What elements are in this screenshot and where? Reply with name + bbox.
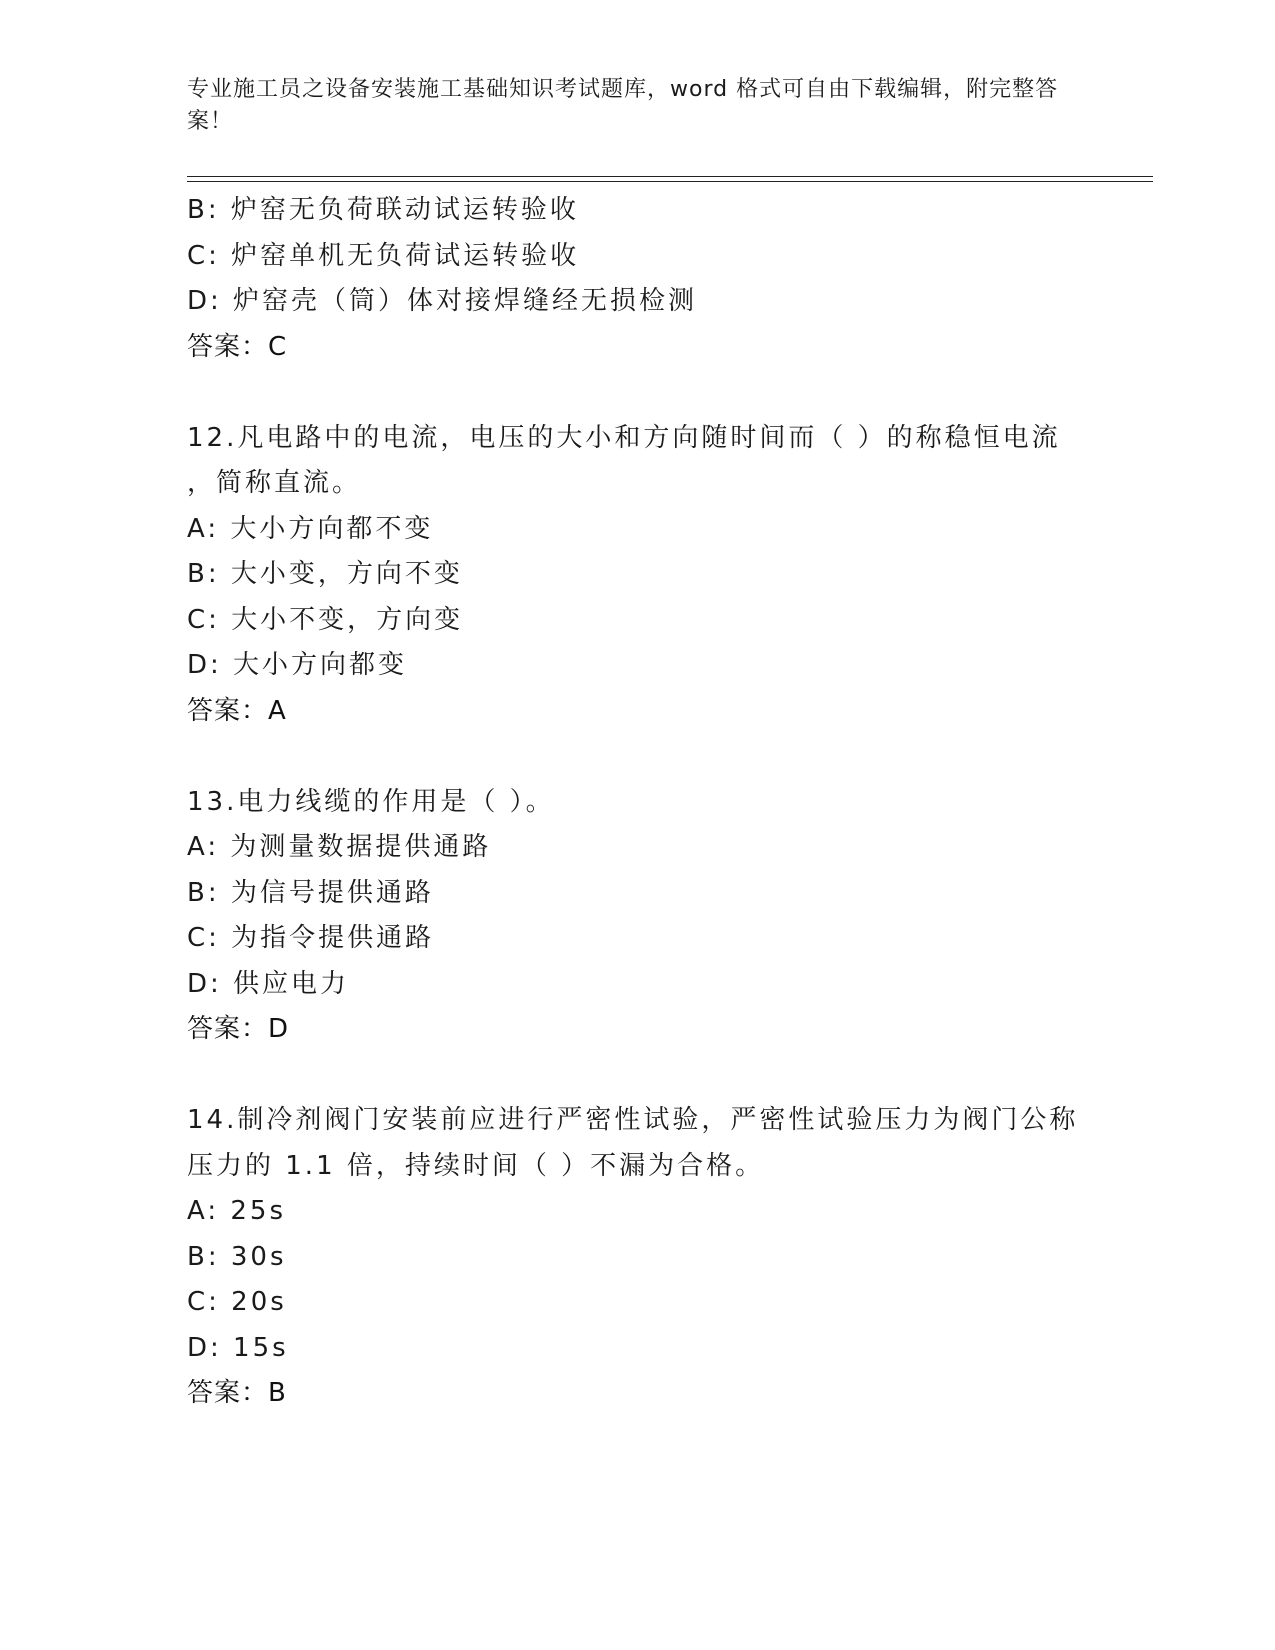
header-text: 专业施工员之设备安装施工基础知识考试题库，word 格式可自由下载编辑，附完整答案！	[187, 77, 1059, 134]
option-d: D: 大小方向都变	[187, 650, 408, 680]
question-12	[187, 416, 1087, 735]
option-d: D: 15s	[187, 1332, 289, 1363]
answer: 答案：A	[187, 695, 287, 726]
question-stem: 12.凡电路中的电流，电压的大小和方向随时间而（ ）的称稳恒电流	[187, 422, 1061, 453]
option-d: D: 炉窑壳（筒）体对接焊缝经无损检测	[187, 286, 698, 316]
answer: 答案：B	[187, 1378, 287, 1408]
spacer	[187, 1053, 1087, 1099]
option-c: C: 炉窑单机无负荷试运转验收	[187, 240, 580, 271]
question-list	[187, 188, 1087, 1417]
answer: 答案：C	[187, 331, 288, 362]
option-a: A: 为测量数据提供通路	[187, 832, 492, 862]
question-14	[187, 1098, 1087, 1417]
option-b: B: 为信号提供通路	[187, 877, 434, 908]
question-stem-continued: ，简称直流。	[187, 468, 362, 498]
option-b: B: 30s	[187, 1241, 287, 1272]
header-divider-top	[187, 176, 1153, 177]
question-stem: 13.电力线缆的作用是（ ）。	[187, 786, 555, 817]
question-stem-continued: 压力的 1.1 倍，持续时间（ ）不漏为合格。	[187, 1150, 765, 1181]
option-c: C: 大小不变，方向变	[187, 604, 464, 635]
spacer	[187, 734, 1087, 780]
answer: 答案：D	[187, 1014, 290, 1044]
question-stem: 14.制冷剂阀门安装前应进行严密性试验，严密性试验压力为阀门公称	[187, 1105, 1079, 1135]
option-a: A: 25s	[187, 1196, 286, 1226]
option-c: C: 20s	[187, 1287, 287, 1317]
option-b: B: 大小变，方向不变	[187, 559, 463, 589]
question-11-continued	[187, 188, 1087, 370]
header-divider-bottom	[187, 181, 1153, 182]
document-header	[187, 74, 1067, 138]
question-13	[187, 780, 1087, 1053]
spacer	[187, 370, 1087, 416]
option-d: D: 供应电力	[187, 968, 350, 999]
option-c: C: 为指令提供通路	[187, 923, 435, 953]
option-a: A: 大小方向都不变	[187, 513, 434, 544]
option-b: B: 炉窑无负荷联动试运转验收	[187, 195, 579, 225]
